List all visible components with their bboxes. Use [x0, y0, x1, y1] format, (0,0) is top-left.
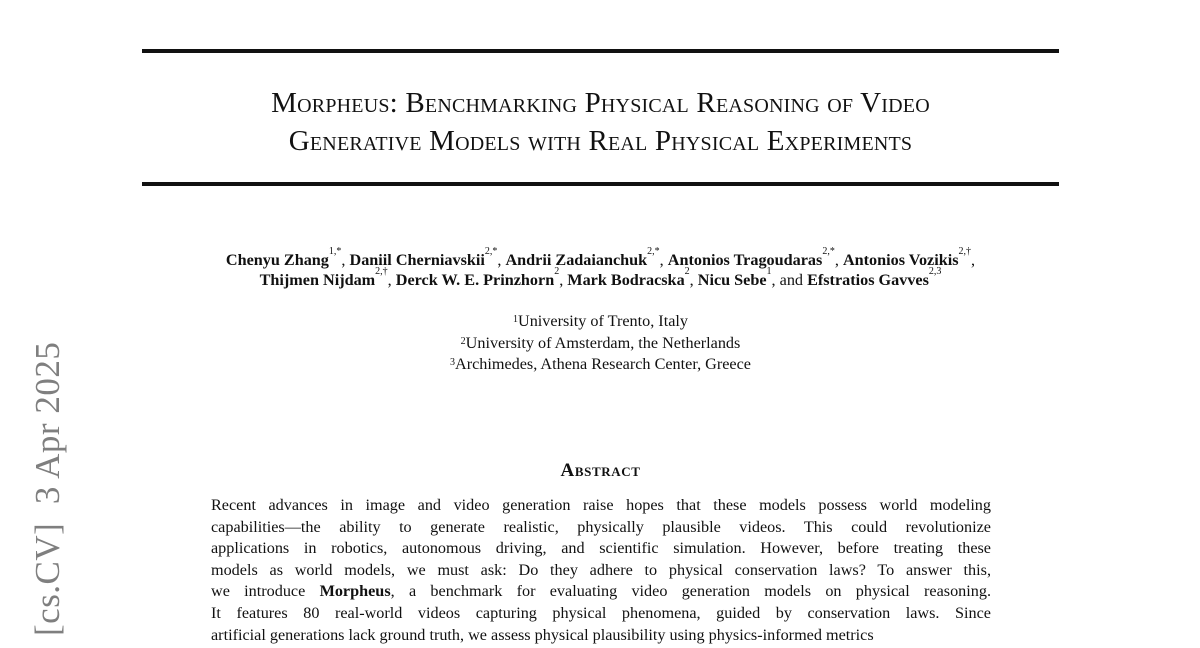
abstract-line: artificial generations lack ground truth, we assess physical plausibility using physics-informed metrics — [211, 625, 874, 644]
author-separator: , — [497, 251, 506, 269]
author-affil-mark: 2 — [554, 266, 560, 277]
author-name: Nicu Sebe — [697, 271, 767, 289]
affiliation-3 — [142, 354, 1059, 375]
affiliation-mark: 3 — [450, 357, 455, 368]
abstract-text: we introduce — [211, 582, 320, 601]
author-separator: , — [834, 251, 843, 269]
author-affil-mark: 1,* — [328, 246, 342, 257]
title-rule-bottom — [142, 182, 1059, 186]
author-separator: , — [689, 271, 698, 289]
title-rule-top — [142, 49, 1059, 53]
author-name: Antonios Vozikis — [842, 251, 959, 269]
author-separator: , — [387, 271, 396, 289]
abstract-text: , a benchmark for evaluating video generation models on physical reasoning. — [390, 582, 991, 601]
author-separator: , — [341, 251, 350, 269]
affiliation-text: Archimedes, Athena Research Center, Greece — [455, 355, 751, 373]
paper-title-line-1: Morpheus: Benchmarking Physical Reasoning of Video — [271, 87, 930, 119]
author-separator: , — [559, 271, 568, 289]
author-affil-mark: 1 — [766, 266, 772, 277]
author-affil-mark: 2,* — [647, 246, 660, 257]
affiliation-2 — [142, 333, 1059, 354]
author-name: Andrii Zadaianchuk — [505, 251, 648, 269]
affiliation-text: University of Trento, Italy — [518, 312, 688, 330]
author-affil-mark: 2,* — [484, 246, 498, 257]
author-affil-mark: 2,* — [822, 246, 835, 257]
paper-title-line-2: Generative Models with Real Physical Experiments — [288, 125, 913, 157]
arxiv-sidebar-stamp: [cs.CV] 3 Apr 2025 — [28, 341, 67, 636]
author-list-line-2 — [132, 266, 1069, 290]
affiliation-text: University of Amsterdam, the Netherlands — [465, 334, 741, 352]
abstract-line — [211, 581, 991, 603]
abstract-heading: Abstract — [560, 460, 641, 481]
abstract-line: applications in robotics, autonomous driving, and scientific simulation. However, before treating these — [211, 539, 991, 558]
author-name: Derck W. E. Prinzhorn — [395, 271, 555, 289]
abstract-line: models as world models, we must ask: Do they adhere to physical conservation laws? To answer this, — [211, 560, 991, 579]
author-name: Mark Bodracska — [567, 271, 685, 289]
author-affil-mark: 2 — [684, 266, 690, 277]
author-name: Antonios Tragoudaras — [667, 251, 823, 269]
affiliation-1 — [142, 311, 1059, 332]
author-name: Chenyu Zhang — [225, 251, 329, 269]
abstract-body — [211, 495, 991, 646]
author-affil-mark: 2,3 — [928, 266, 942, 277]
benchmark-name: Morpheus — [319, 582, 391, 601]
affiliation-mark: 2 — [460, 336, 466, 347]
author-affil-mark: 2,† — [958, 246, 972, 257]
affiliation-mark: 1 — [513, 314, 519, 325]
author-affil-mark: 2,† — [375, 266, 388, 277]
author-name: Thijmen Nijdam — [259, 271, 376, 289]
abstract-line: capabilities—the ability to generate realistic, physically plausible videos. This could revolutionize — [211, 517, 991, 536]
abstract-line: Recent advances in image and video generation raise hopes that these models possess world modeling — [211, 496, 991, 514]
abstract-line: It features 80 real-world videos capturing physical phenomena, guided by conservation laws. Since — [211, 603, 991, 622]
author-separator: , — [971, 251, 976, 269]
author-separator: , — [659, 251, 668, 269]
author-separator: , and — [771, 271, 808, 289]
author-name: Daniil Cherniavskii — [349, 251, 485, 269]
author-name: Efstratios Gavves — [807, 271, 929, 289]
